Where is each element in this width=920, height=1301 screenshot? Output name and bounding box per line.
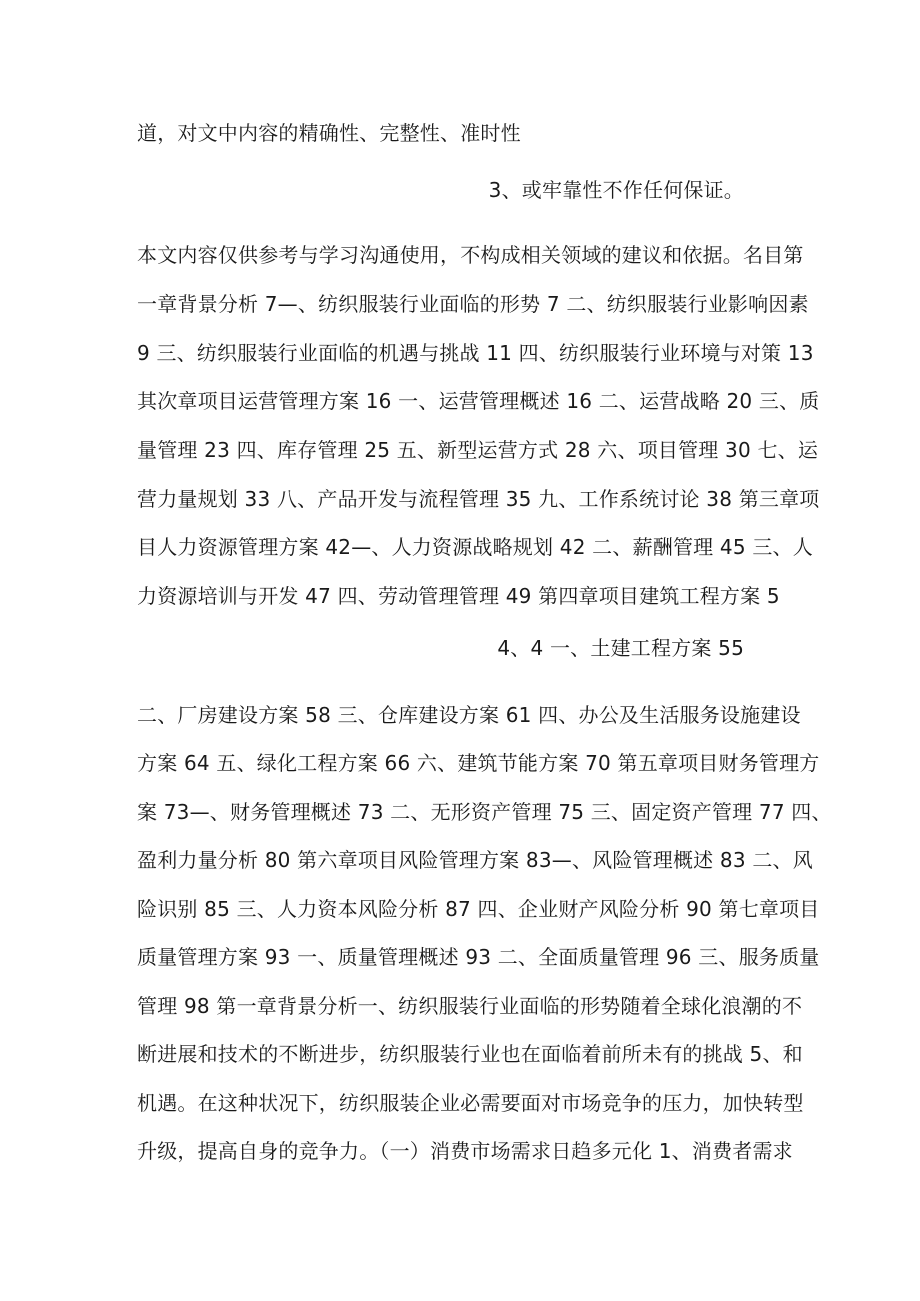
text-line: 4、4 一、土建工程方案 55 xyxy=(497,636,744,660)
text-line: 3、或牢靠性不作任何保证。 xyxy=(488,178,744,202)
text-line: 断进展和技术的不断进步，纺织服装行业也在面临着前所未有的挑战 5、和 xyxy=(137,1042,803,1066)
text-line: 管理 98 第一章背景分析一、纺织服装行业面临的形势随着全球化浪潮的不 xyxy=(137,994,803,1018)
text-line: 目人力资源管理方案 42—、人力资源战略规划 42 二、薪酬管理 45 三、人 xyxy=(137,535,813,559)
text-line: 升级，提高自身的竞争力。（一）消费市场需求日趋多元化 1、消费者需求 xyxy=(137,1139,793,1163)
text-line: 9 三、纺织服装行业面临的机遇与挑战 11 四、纺织服装行业环境与对策 13 xyxy=(137,341,814,365)
text-line: 案 73—、财务管理概述 73 二、无形资产管理 75 三、固定资产管理 77 四、 xyxy=(137,800,832,824)
text-line: 一章背景分析 7—、纺织服装行业面临的形势 7 二、纺织服装行业影响因素 xyxy=(137,292,809,316)
text-line: 机遇。在这种状况下，纺织服装企业必需要面对市场竞争的压力，加快转型 xyxy=(137,1091,804,1115)
text-line: 二、厂房建设方案 58 三、仓库建设方案 61 四、办公及生活服务设施建设 xyxy=(137,703,801,727)
text-line: 方案 64 五、绿化工程方案 66 六、建筑节能方案 70 第五章项目财务管理方 xyxy=(137,751,820,775)
text-line: 道，对文中内容的精确性、完整性、准时性 xyxy=(137,121,521,145)
text-line: 量管理 23 四、库存管理 25 五、新型运营方式 28 六、项目管理 30 七、运 xyxy=(137,438,819,462)
text-line: 力资源培训与开发 47 四、劳动管理管理 49 第四章项目建筑工程方案 5 xyxy=(137,584,780,608)
text-line: 质量管理方案 93 一、质量管理概述 93 二、全面质量管理 96 三、服务质量 xyxy=(137,945,820,969)
text-line: 其次章项目运营管理方案 16 一、运营管理概述 16 二、运营战略 20 三、质 xyxy=(137,389,820,413)
text-line: 盈利力量分析 80 第六章项目风险管理方案 83—、风险管理概述 83 二、风 xyxy=(137,848,813,872)
text-line: 本文内容仅供参考与学习沟通使用，不构成相关领域的建议和依据。名目第 xyxy=(137,243,804,267)
text-line: 险识别 85 三、人力资本风险分析 87 四、企业财产风险分析 90 第七章项目 xyxy=(137,897,820,921)
text-line: 营力量规划 33 八、产品开发与流程管理 35 九、工作系统讨论 38 第三章项 xyxy=(137,487,820,511)
